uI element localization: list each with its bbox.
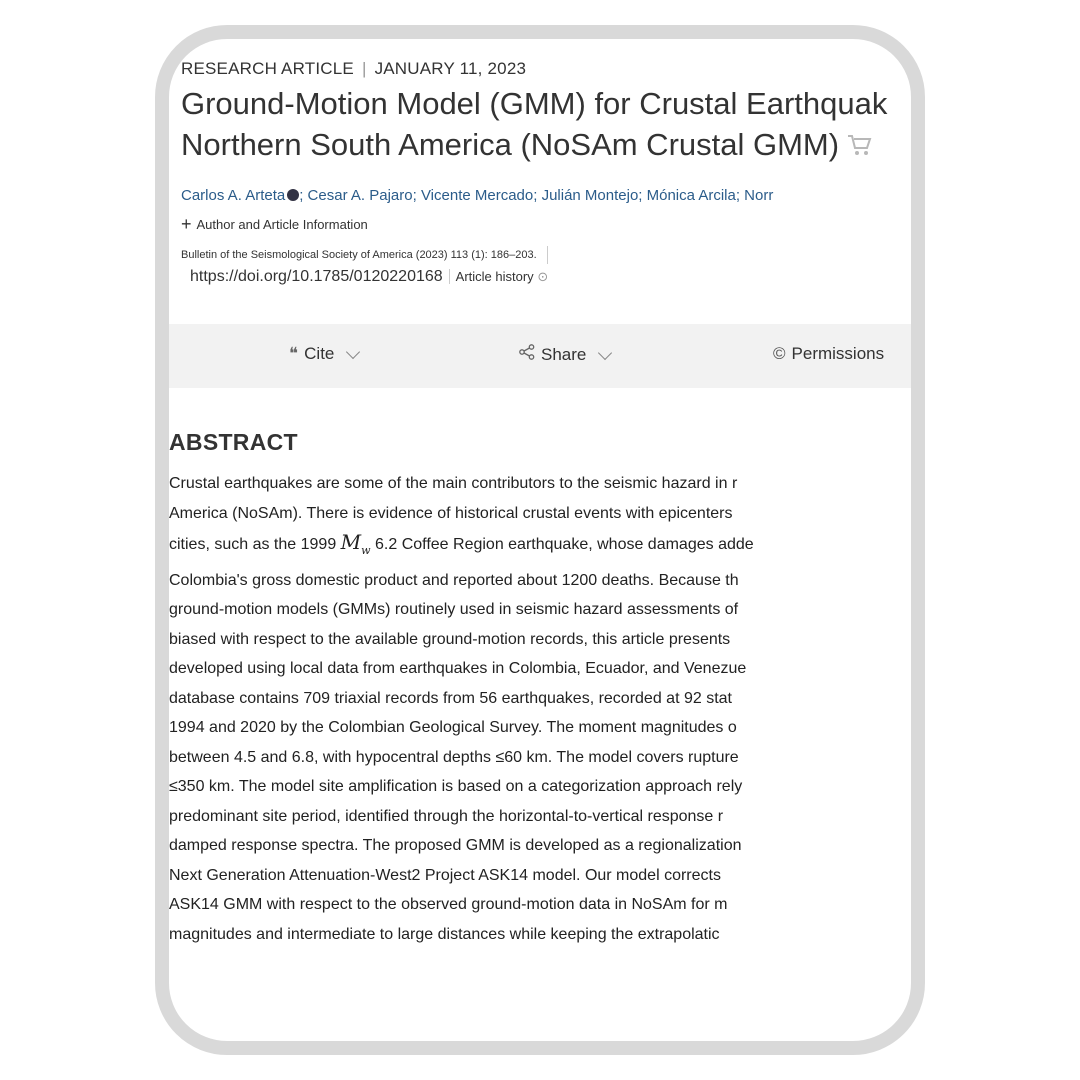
abstract-line: Colombia's gross domestic product and reported about 1200 deaths. Because th (169, 571, 739, 589)
title-line-1: Ground-Motion Model (GMM) for Crustal Earthquak (181, 86, 888, 121)
share-button[interactable] (519, 344, 610, 365)
abstract-line: developed using local data from earthquakes in Colombia, Ecuador, and Venezue (169, 660, 747, 677)
phone-frame (155, 25, 925, 1055)
article-content (181, 59, 925, 286)
cite-label: Cite (304, 344, 335, 363)
author-list (181, 187, 925, 204)
author-badge-icon[interactable] (287, 189, 299, 201)
abstract-text (169, 469, 925, 949)
abstract-line: Next Generation Attenuation-West2 Project ASK14 model. Our model corrects (169, 866, 721, 884)
quote-icon: ❝ (289, 344, 299, 363)
author-info-toggle[interactable] (181, 214, 925, 234)
doi-link[interactable]: https://doi.org/10.1785/0120220168 (190, 268, 443, 285)
abstract-line: predominant site period, identified through the horizontal-to-vertical response r (169, 807, 724, 825)
author-link[interactable]: Carlos A. Arteta (181, 187, 286, 204)
author-list-rest[interactable]: ; Cesar A. Pajaro; Vicente Mercado; Julián Montejo; Mónica Arcila; Norr (299, 187, 774, 204)
cite-button[interactable] (289, 344, 358, 364)
abstract-line: ASK14 GMM with respect to the observed ground-motion data in NoSAm for m (169, 896, 728, 913)
abstract-line: between 4.5 and 6.8, with hypocentral depths ≤60 km. The model covers rupture (169, 748, 739, 766)
title-line-2: Northern South America (NoSAm Crustal GMM) (181, 127, 840, 162)
magnitude-symbol (340, 530, 371, 557)
abstract-line: database contains 709 triaxial records from 56 earthquakes, recorded at 92 stat (169, 689, 732, 707)
cart-icon[interactable] (847, 126, 873, 167)
permissions-label: Permissions (791, 344, 885, 363)
abstract-line: ≤350 km. The model site amplification is based on a categorization approach rely (169, 778, 743, 795)
doi-row (190, 268, 925, 286)
citation-divider (547, 246, 548, 264)
clock-icon: ⊙ (537, 269, 549, 284)
abstract-line (169, 528, 925, 566)
abstract-line: biased with respect to the available ground-motion records, this article presents (169, 630, 731, 648)
article-date: JANUARY 11, 2023 (374, 59, 527, 78)
journal-citation: Bulletin of the Seismological Society of America (2023) 113 (1): 186–203. (181, 248, 537, 261)
abstract-line: ground-motion models (GMMs) routinely used in seismic hazard assessments of (169, 601, 739, 618)
author-info-label: Author and Article Information (196, 217, 368, 232)
abstract-heading: ABSTRACT (169, 429, 298, 455)
magnitude-subscript: w (361, 544, 371, 557)
article-meta (181, 59, 925, 79)
article-type: RESEARCH ARTICLE (181, 59, 354, 78)
article-history-link[interactable] (449, 269, 549, 284)
abstract-line-end: 6.2 Coffee Region earthquake, whose damages adde (370, 536, 754, 553)
abstract-line: 1994 and 2020 by the Colombian Geological Survey. The moment magnitudes o (169, 719, 737, 736)
article-title (181, 83, 925, 167)
abstract-line: Crustal earthquakes are some of the main contributors to the seismic hazard in r (169, 475, 738, 492)
plus-icon: + (181, 214, 192, 234)
abstract-line: damped response spectra. The proposed GMM is developed as a regionalization (169, 837, 742, 854)
share-icon (519, 344, 535, 365)
permissions-button[interactable] (773, 344, 884, 364)
copyright-icon: © (773, 344, 786, 363)
citation-line (181, 246, 925, 264)
chevron-down-icon (346, 345, 360, 359)
magnitude-letter: M (340, 530, 362, 554)
abstract-line: magnitudes and intermediate to large distances while keeping the extrapolatic (169, 925, 720, 943)
meta-separator: | (361, 59, 367, 78)
article-history-label: Article history (455, 269, 534, 284)
article-toolbar (169, 324, 925, 388)
share-label: Share (541, 344, 587, 364)
abstract-line: America (NoSAm). There is evidence of historical crustal events with epicenters (169, 504, 733, 522)
chevron-down-icon (598, 345, 612, 359)
abstract-line-start: cities, such as the 1999 (169, 536, 337, 553)
